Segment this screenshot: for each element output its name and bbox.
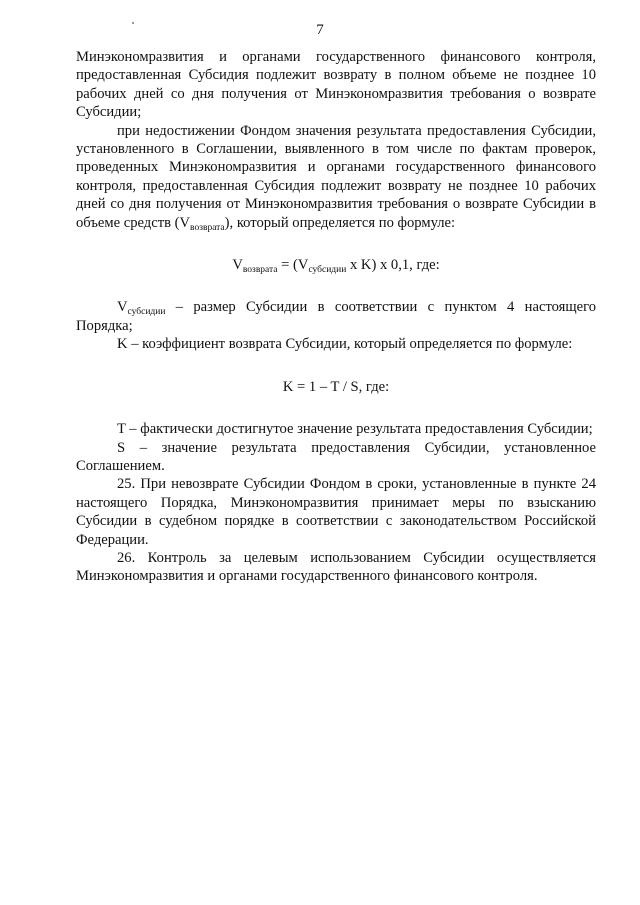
formula-sub-subsidy: субсидии [308,265,347,276]
document-body [76,48,596,586]
paragraph-continuation: Минэкономразвития и органами государственного финансового контроля, предоставленная Субсидия подлежит возврату в полном объеме не позднее 10 рабочих дней со дня получения от Минэкономразвития требования о возврате Субсидии; [76,49,596,121]
paragraph-26: 26. Контроль за целевым использованием Субсидии осуществляется Минэкономразвития и органами государственного финансового контроля. [76,549,596,585]
formula-sub-return: возврата [242,265,278,276]
definition-v-sub: субсидии [127,307,166,318]
paragraph-non-achievement-text: при недостижении Фондом значения результата предоставления Субсидии, установленного в Соглашении, выявленного в том числе по фактам проверок, проведенных Минэкономразвития и органами государственного финансового контроля, предоставленная Субсидия подлежит возврату не позднее 10 рабочих дней со дня получения от Минэкономразвития требования о возврате Субсидии в объеме средств (V [76,122,596,231]
formula-eq-open: = (V [277,257,309,274]
page-number: 7 [316,22,324,38]
definition-v-text: – размер Субсидии в соответствии с пунктом 4 настоящего Порядка; [76,299,596,334]
definition-k: K – коэффициент возврата Субсидии, который определяется по формуле: [117,336,573,353]
definition-v-subsidy [76,298,596,335]
subscript-return: возврата [190,222,225,233]
formula-rest: x K) x 0,1, где: [346,257,440,274]
paragraph-25: 25. При невозврате Субсидии Фондом в сроки, установленные в пункте 24 настоящего Порядка, Минэкономразвития принимает меры по взысканию Субсидии в судебном порядке в соответствии с законодательством Российской Федерации. [76,476,596,548]
formula-return-volume [76,256,596,274]
definition-v-letter: V [117,299,128,316]
paragraph-non-achievement-end: ), который определяется по формуле: [224,214,456,231]
formula-coefficient: K = 1 – T / S, где: [282,378,390,395]
definition-s: S – значение результата предоставления Субсидии, установленное Соглашением. [76,439,596,474]
paragraph-non-achievement [76,122,596,232]
definition-t: T – фактически достигнутое значение результата предоставления Субсидии; [117,421,593,438]
formula-v: V [232,257,243,274]
